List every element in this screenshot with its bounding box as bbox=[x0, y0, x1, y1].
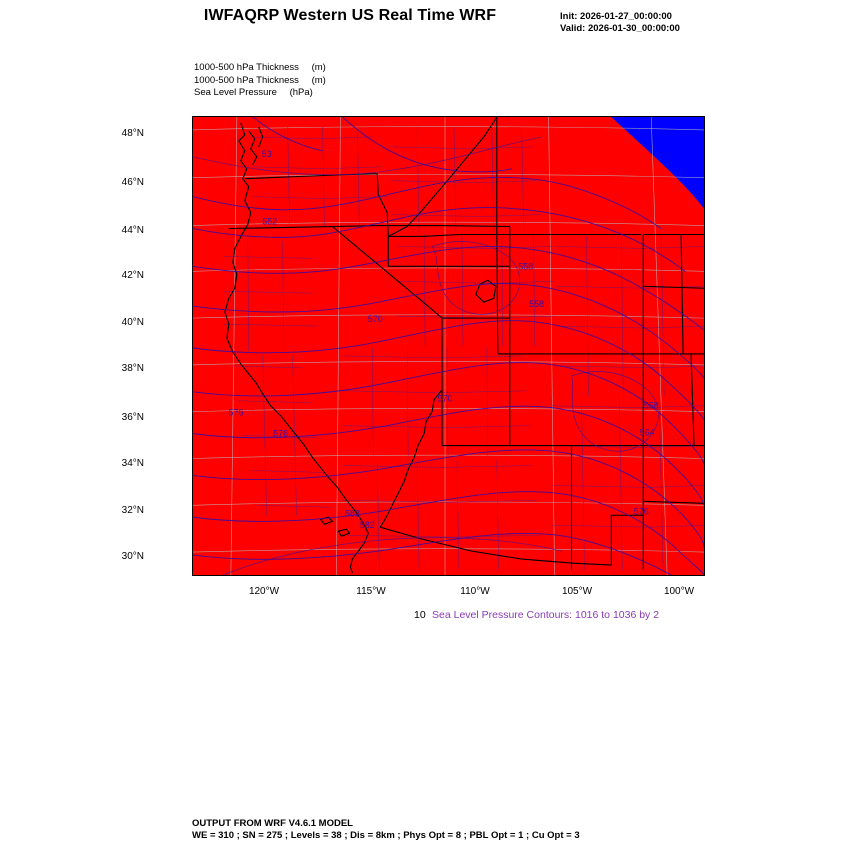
init-valid-block bbox=[560, 11, 680, 35]
lon-tick-label: 110°W bbox=[460, 586, 490, 597]
svg-text:576: 576 bbox=[228, 407, 244, 418]
svg-text:53: 53 bbox=[261, 148, 272, 159]
lon-tick-label: 120°W bbox=[248, 586, 280, 597]
svg-text:558: 558 bbox=[529, 299, 545, 310]
svg-text:558: 558 bbox=[518, 261, 534, 272]
field-label-list bbox=[194, 62, 326, 100]
svg-text:552: 552 bbox=[262, 216, 278, 227]
map-canvas bbox=[193, 117, 704, 575]
lat-tick-label: 48°N bbox=[121, 128, 144, 139]
slp-caption-prefix: 10 bbox=[414, 609, 426, 621]
lat-tick-label: 36°N bbox=[121, 412, 144, 423]
field-label-row bbox=[194, 62, 326, 75]
svg-text:582: 582 bbox=[359, 520, 375, 531]
thickness-fill-region bbox=[193, 117, 704, 575]
lat-tick-label: 42°N bbox=[121, 270, 144, 281]
lat-tick-label: 38°N bbox=[121, 363, 144, 374]
lat-tick-label: 44°N bbox=[121, 225, 144, 236]
lat-tick-label: 30°N bbox=[121, 551, 144, 562]
lat-tick-label: 46°N bbox=[121, 177, 144, 188]
lon-tick-label: 115°W bbox=[356, 586, 386, 597]
field-name: 1000-500 hPa Thickness bbox=[194, 74, 299, 86]
svg-text:564: 564 bbox=[639, 427, 655, 438]
field-label-row bbox=[194, 87, 326, 100]
footer-line-2: WE = 310 ; SN = 275 ; Levels = 38 ; Dis = 8km ; Phys Opt = 8 ; PBL Opt = 1 ; Cu Opt = 3 bbox=[192, 830, 580, 841]
field-units: (hPa) bbox=[289, 87, 313, 98]
slp-caption: Sea Level Pressure Contours: 1016 to 1036 by 2 bbox=[432, 609, 660, 621]
lon-tick-label: 100°W bbox=[663, 586, 695, 597]
field-units: (m) bbox=[311, 62, 326, 73]
model-output-footer bbox=[192, 818, 580, 842]
init-time: Init: 2026-01-27_00:00:00 bbox=[560, 11, 672, 22]
svg-text:576: 576 bbox=[273, 428, 289, 439]
footer-line-1: OUTPUT FROM WRF V4.6.1 MODEL bbox=[192, 818, 353, 829]
field-name: 1000-500 hPa Thickness bbox=[194, 62, 299, 73]
field-units: (m) bbox=[311, 74, 326, 86]
page-title: IWFAQRP Western US Real Time WRF bbox=[203, 7, 497, 24]
valid-time: Valid: 2026-01-30_00:00:00 bbox=[560, 23, 680, 34]
svg-text:558: 558 bbox=[643, 400, 659, 411]
lon-tick-label: 105°W bbox=[561, 586, 593, 597]
map-plot-area[interactable] bbox=[192, 116, 705, 576]
lat-tick-label: 34°N bbox=[121, 458, 144, 469]
svg-text:576: 576 bbox=[633, 506, 649, 517]
lat-tick-label: 40°N bbox=[121, 317, 144, 328]
field-name: Sea Level Pressure bbox=[194, 87, 277, 98]
field-label-row bbox=[194, 75, 326, 88]
lat-tick-label: 32°N bbox=[121, 505, 144, 516]
svg-text:570: 570 bbox=[437, 393, 453, 404]
svg-text:582: 582 bbox=[344, 508, 360, 519]
svg-text:570: 570 bbox=[367, 314, 383, 325]
